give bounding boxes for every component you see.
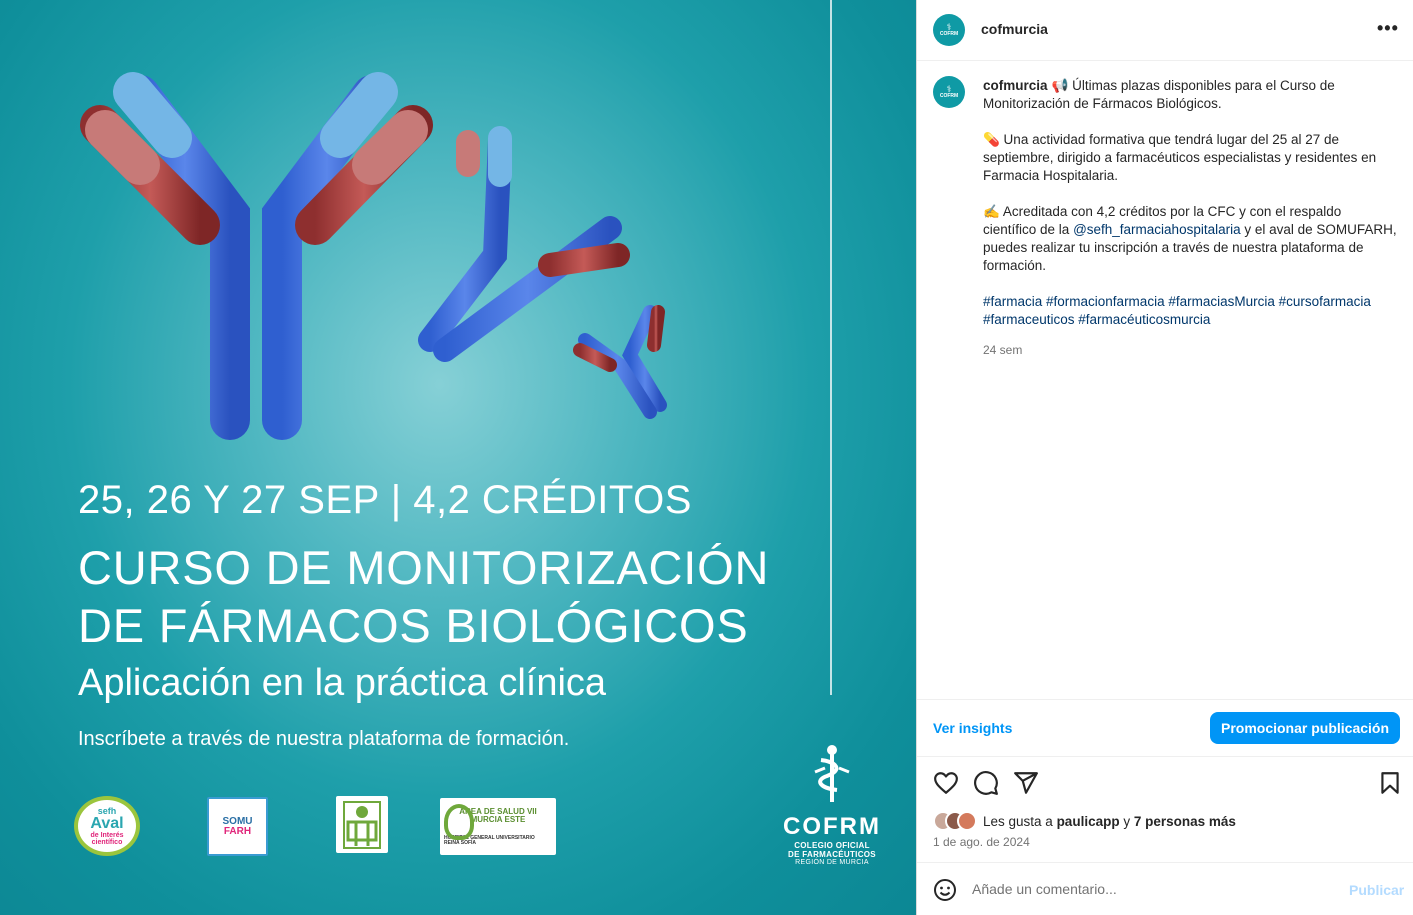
divider-line xyxy=(830,0,832,695)
caption-avatar[interactable]: ⚕ COFRM xyxy=(933,76,965,108)
caption-paragraph-2: 💊 Una actividad formativa que tendrá lugar del 25 al 27 de septiembre, dirigido a farmacéuticos especialistas y residentes en Farmacia Hospitalaria. xyxy=(983,132,1377,183)
colegio-logo xyxy=(336,796,388,853)
area-salud-logo: ÁREA DE SALUD VII MURCIA ESTE HOSPITAL GENERAL UNIVERSITARIO REINA SOFÍA xyxy=(440,798,556,855)
likes-text: Les gusta a paulicapp y 7 personas más xyxy=(983,813,1236,829)
cofrm-logo: COFRM COLEGIO OFICIAL DE FARMACÉUTICOS REGIÓN DE MURCIA xyxy=(776,742,888,866)
more-horizontal-icon[interactable]: ••• xyxy=(1377,18,1399,38)
course-subtitle: Aplicación en la práctica clínica xyxy=(78,662,607,704)
action-bar xyxy=(917,766,1413,800)
share-icon[interactable] xyxy=(1013,770,1039,796)
publish-button[interactable]: Publicar xyxy=(1349,882,1405,898)
caption-username[interactable]: cofmurcia xyxy=(983,78,1048,93)
comment-input[interactable] xyxy=(972,877,1332,901)
post-side-panel xyxy=(916,0,1413,915)
heart-icon[interactable] xyxy=(933,770,959,796)
likes-summary[interactable] xyxy=(933,810,1236,832)
mention-link[interactable]: @sefh_farmaciahospitalaria xyxy=(1073,222,1241,237)
caption-paragraph-1: 📢 Últimas plazas disponibles para el Curso de Monitorización de Fármacos Biológicos. xyxy=(983,78,1335,111)
post-caption xyxy=(983,77,1397,359)
course-title-line1: CURSO DE MONITORIZACIÓN xyxy=(78,541,770,594)
view-insights-link[interactable]: Ver insights xyxy=(933,720,1013,736)
post-header xyxy=(917,0,1413,61)
emoji-icon[interactable] xyxy=(933,878,957,902)
colegio-emblem-icon xyxy=(342,800,382,850)
comment-bar xyxy=(917,862,1413,915)
comment-icon[interactable] xyxy=(973,770,999,796)
antibody-illustration xyxy=(0,0,916,460)
somufarh-logo: SOMU FARH xyxy=(207,797,268,856)
course-dates: 25, 26 Y 27 SEP | 4,2 CRÉDITOS xyxy=(78,478,692,522)
course-title-line2: DE FÁRMACOS BIOLÓGICOS xyxy=(78,599,749,652)
caduceus-icon xyxy=(807,742,857,806)
liker-avatar xyxy=(957,811,977,831)
bookmark-icon[interactable] xyxy=(1377,770,1403,796)
hashtags[interactable]: #farmacia #formacionfarmacia #farmaciasMurcia #cursofarmacia #farmaceuticos #farmacéuticosmurcia xyxy=(983,294,1371,327)
insights-bar xyxy=(917,699,1413,757)
header-username[interactable]: cofmurcia xyxy=(981,21,1048,37)
post-time[interactable]: 24 sem xyxy=(983,343,1023,357)
post-date: 1 de ago. de 2024 xyxy=(933,835,1030,849)
caption-paragraph-3: ✍️ Acreditada con 4,2 créditos por la CFC y con el respaldo científico de la @sefh_farmaciahospitalaria y el aval de SOMUFARH, puedes realizar tu inscripción a través de nuestra plataforma de formación. xyxy=(983,204,1397,273)
course-inscribe-text: Inscríbete a través de nuestra plataforma de formación. xyxy=(78,728,570,750)
avatar[interactable]: ⚕ COFRM xyxy=(933,14,965,46)
sefh-aval-logo: sefh Aval de Interés científico xyxy=(74,796,140,856)
promote-post-button[interactable]: Promocionar publicación xyxy=(1210,712,1400,744)
